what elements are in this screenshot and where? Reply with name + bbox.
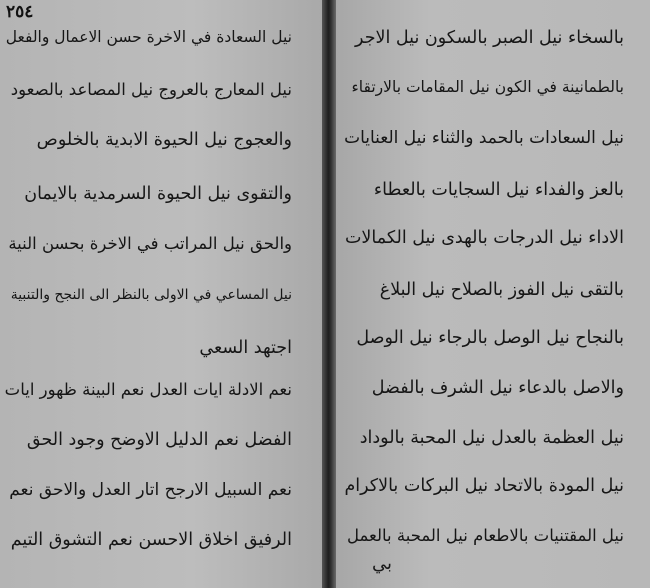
left-page <box>0 0 322 588</box>
text-line: والعجوج نيل الحيوة الابدية بالخلوص <box>36 130 292 150</box>
text-line: والحق نيل المراتب في الاخرة بحسن النية <box>8 234 292 253</box>
text-line: نيل السعادة في الاخرة حسن الاعمال والفعل <box>5 28 292 46</box>
text-line: نيل السعادات بالحمد والثناء نيل العنايات <box>344 128 624 148</box>
catchword: بي <box>372 553 393 574</box>
text-line: بالتقى نيل الفوز بالصلاح نيل البلاغ <box>379 280 624 300</box>
text-line: الاداء نيل الدرجات بالهدى نيل الكمالات <box>344 228 624 248</box>
text-line: الفضل نعم الدليل الاوضح وجود الحق <box>26 430 292 450</box>
left-page-text <box>0 0 322 588</box>
text-line: نيل المودة بالاتحاد نيل البركات بالاكرام <box>344 476 624 496</box>
text-line: اجتهد السعي <box>199 338 292 358</box>
book-gutter <box>322 0 336 588</box>
text-line: نيل المقتنيات بالاطعام نيل المحبة بالعمل <box>347 526 624 545</box>
text-line: نيل العظمة بالعدل نيل المحبة بالوداد <box>359 428 624 448</box>
text-line: بالسخاء نيل الصبر بالسكون نيل الاجر <box>355 28 624 48</box>
right-page-text <box>336 0 650 588</box>
text-line: بالعز والفداء نيل السجايات بالعطاء <box>373 180 624 200</box>
page-number: ٢٥٤ <box>6 2 34 22</box>
right-page <box>336 0 650 588</box>
text-line: والتقوى نيل الحيوة السرمدية بالايمان <box>24 184 292 204</box>
text-line: بالطمانينة في الكون نيل المقامات بالارتقاء <box>351 78 624 96</box>
text-line: نعم الادلة ايات العدل نعم البينة ظهور ايات <box>4 380 292 399</box>
text-line: نعم السبيل الارجح اتار العدل والاحق نعم <box>9 480 292 500</box>
text-line: بالنجاح نيل الوصل بالرجاء نيل الوصل <box>356 328 624 348</box>
text-line: نيل المساعي في الاولى بالنظر الى النجح والتنبية <box>10 287 292 303</box>
text-line: نيل المعارج بالعروج نيل المصاعد بالصعود <box>10 80 292 99</box>
text-line: والاصل بالدعاء نيل الشرف بالفضل <box>371 378 624 398</box>
text-line: الرفيق اخلاق الاحسن نعم التشوق التيم <box>10 530 292 550</box>
